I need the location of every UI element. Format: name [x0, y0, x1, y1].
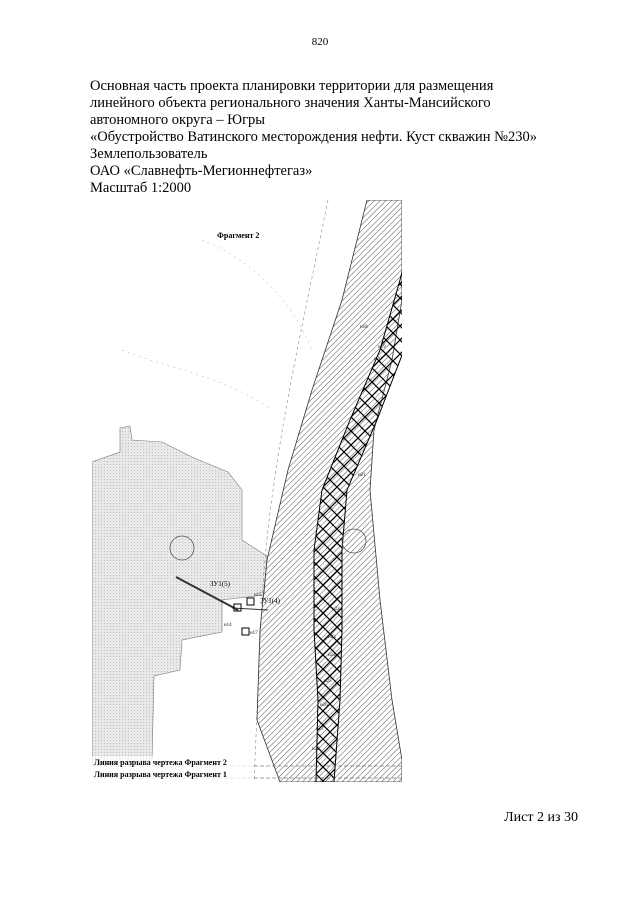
point-label: н17 — [250, 631, 258, 636]
header-line-5: Землепользователь — [90, 146, 208, 162]
header-line-7: Масштаб 1:2000 — [90, 180, 192, 196]
point-label: н24 — [328, 653, 336, 658]
header-line-4: «Обустройство Ватинского месторождения нефти. Куст скважин №230» — [90, 129, 537, 145]
point-label: н18 — [360, 325, 368, 330]
map-drawing — [92, 200, 402, 782]
header-line-2: линейного объекта регионального значения Ханты-Мансийского — [90, 95, 491, 111]
point-label: н27 — [316, 727, 324, 732]
point-label: н19 — [378, 345, 386, 350]
point-label: н23 — [328, 635, 336, 640]
break-line-label-2: Линия разрыва чертежа Фрагмент 2 — [94, 758, 227, 767]
point-label: н15 — [254, 593, 262, 598]
break-line-label-1: Линия разрыва чертежа Фрагмент 1 — [94, 770, 227, 779]
page-number: 820 — [311, 36, 329, 48]
contour-dashed — [202, 240, 312, 350]
document-header — [90, 78, 590, 197]
point-label: н14 — [224, 623, 232, 628]
plot-label: ЗУ1(4) — [260, 597, 280, 605]
boundary-marker — [242, 628, 249, 635]
point-label: н20 — [374, 357, 382, 362]
point-label: н28 — [312, 747, 320, 752]
plot-label: ЗУ1(5) — [210, 580, 230, 588]
contour-dashed — [122, 350, 272, 410]
header-line-1: Основная часть проекта планировки территории для размещения — [90, 78, 494, 94]
land-plot-polygon — [92, 426, 267, 765]
point-label: н21 — [358, 473, 366, 478]
fragment-title: Фрагмент 2 — [217, 231, 260, 240]
point-label: н25 — [324, 679, 332, 684]
point-label: н26 — [320, 703, 328, 708]
boundary-marker — [247, 598, 254, 605]
header-line-3: автономного округа – Югры — [90, 112, 266, 128]
sheet-number: Лист 2 из 30 — [504, 810, 578, 825]
point-label: н22 — [332, 607, 340, 612]
header-line-6: ОАО «Славнефть-Мегионнефтегаз» — [90, 163, 313, 179]
